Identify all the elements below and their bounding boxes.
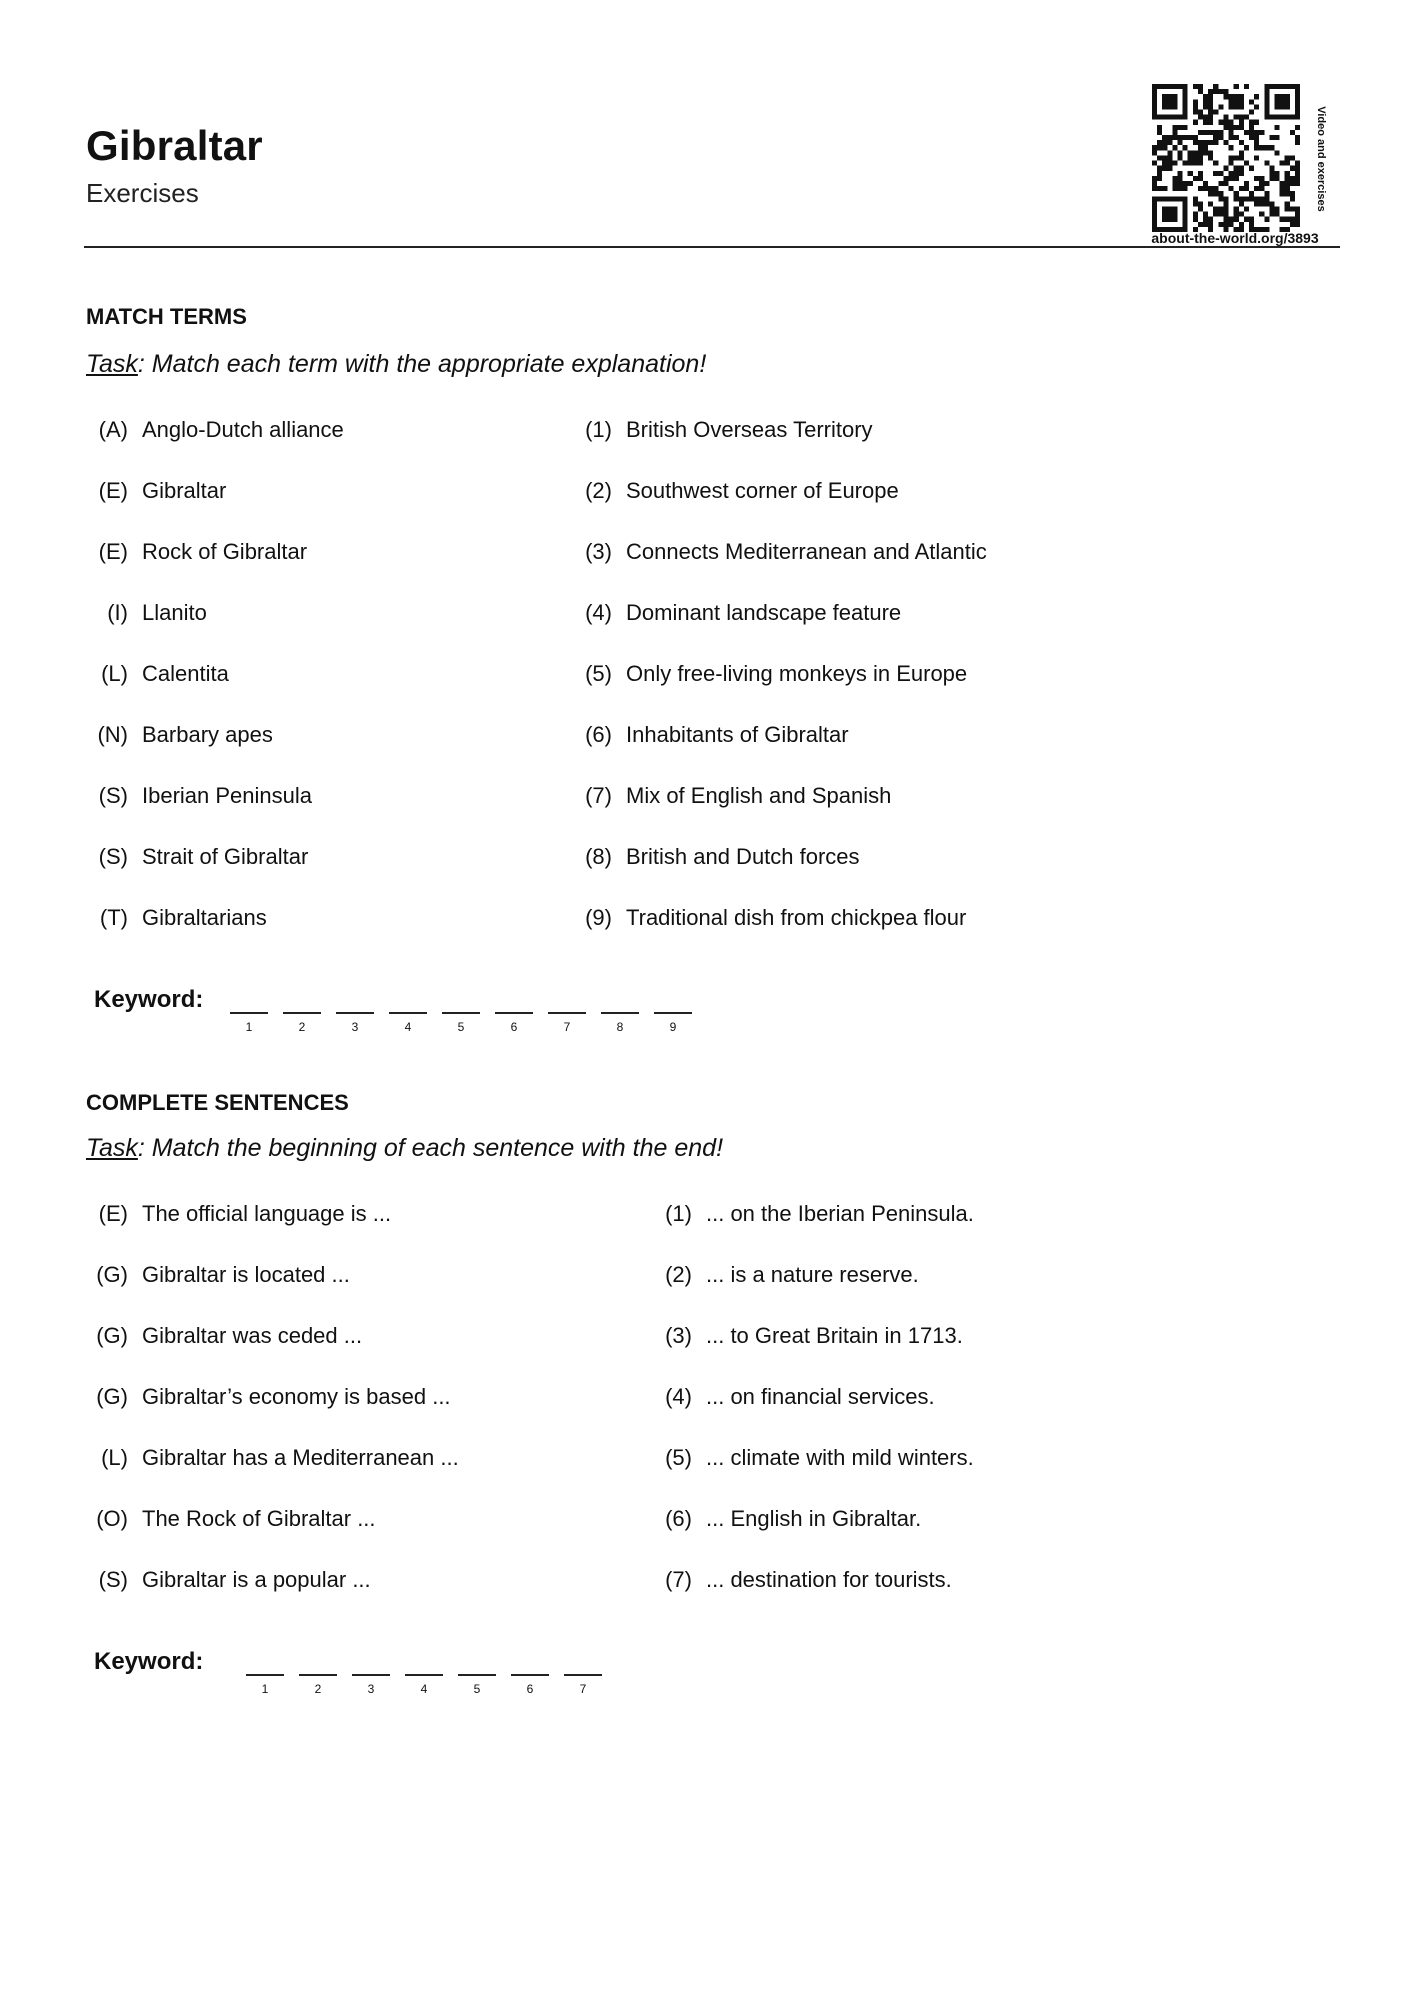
keyword-blank-line — [548, 1012, 586, 1014]
explanation-item-label: (8) — [585, 844, 612, 869]
qr-side-caption — [1312, 98, 1330, 220]
explanation-item-text: Southwest corner of Europe — [626, 478, 899, 503]
explanation-item — [570, 595, 901, 631]
header-divider — [84, 246, 1340, 248]
term-item — [86, 717, 273, 753]
keyword-label-section2: Keyword: — [94, 1648, 204, 1675]
keyword-blank[interactable] — [511, 1674, 549, 1696]
keyword-blank[interactable] — [405, 1674, 443, 1696]
sentence-beginning-item-text: Gibraltar has a Mediterranean ... — [142, 1445, 459, 1470]
sentence-ending-item-label: (4) — [665, 1384, 692, 1409]
term-item-text: Anglo-Dutch alliance — [142, 417, 344, 442]
explanation-item — [570, 778, 891, 814]
keyword-blank-line — [442, 1012, 480, 1014]
sentence-beginning-item-label: (G) — [96, 1323, 128, 1348]
term-item-text: Rock of Gibraltar — [142, 539, 308, 564]
keyword-blank-number: 4 — [404, 1020, 412, 1034]
sentence-ending-item-label: (5) — [665, 1445, 692, 1470]
explanation-item-label: (3) — [585, 539, 612, 564]
sentence-beginning-item-label: (S) — [98, 1567, 128, 1592]
keyword-blank-line — [564, 1674, 602, 1676]
keyword-blank-number: 1 — [245, 1020, 253, 1034]
sentence-beginning-item-label: (G) — [96, 1384, 128, 1409]
explanation-item — [570, 412, 873, 448]
explanation-item — [570, 717, 849, 753]
term-item — [86, 656, 229, 692]
qr-code-icon[interactable] — [1152, 84, 1300, 232]
keyword-blank-line — [405, 1674, 443, 1676]
keyword-label-section1: Keyword: — [94, 986, 204, 1013]
term-item — [86, 839, 308, 875]
keyword-blank-line — [283, 1012, 321, 1014]
sentence-beginning-item — [86, 1257, 350, 1293]
explanation-item-text: Traditional dish from chickpea flour — [626, 905, 967, 930]
explanation-item-text: Only free-living monkeys in Europe — [626, 661, 968, 686]
keyword-blank[interactable] — [246, 1674, 284, 1696]
term-item-text: Gibraltar — [142, 478, 227, 503]
sentence-beginning-item-label: (E) — [98, 1201, 128, 1226]
keyword-blank-line — [246, 1674, 284, 1676]
qr-url-link[interactable]: about-the-world.org/3893 — [1151, 230, 1319, 246]
sentence-beginning-item-label: (O) — [96, 1506, 128, 1531]
keyword-blank[interactable] — [442, 1012, 480, 1034]
explanation-item-label: (2) — [585, 478, 612, 503]
explanation-item-text: Mix of English and Spanish — [626, 783, 892, 808]
keyword-blank[interactable] — [458, 1674, 496, 1696]
sentence-ending-item — [650, 1501, 921, 1537]
sentence-ending-item-text: ... is a nature reserve. — [706, 1262, 919, 1287]
sentence-beginning-item — [86, 1562, 371, 1598]
keyword-blank-number: 2 — [314, 1682, 322, 1696]
term-item-label: (E) — [98, 478, 128, 503]
task-text: : Match each term with the appropriate explanation! — [137, 350, 707, 378]
sentence-ending-item-text: ... climate with mild winters. — [706, 1445, 974, 1470]
keyword-blank-number: 9 — [669, 1020, 677, 1034]
keyword-blank-line — [601, 1012, 639, 1014]
keyword-blank[interactable] — [654, 1012, 692, 1034]
keyword-blank[interactable] — [389, 1012, 427, 1034]
term-item-label: (A) — [98, 417, 128, 442]
explanation-item-text: British and Dutch forces — [626, 844, 860, 869]
sentence-beginning-item — [86, 1501, 376, 1537]
keyword-blank-line — [336, 1012, 374, 1014]
term-item — [86, 778, 312, 814]
explanation-item-text: Connects Mediterranean and Atlantic — [626, 539, 987, 564]
sentence-beginning-item-text: The official language is ... — [142, 1201, 392, 1226]
keyword-blank-line — [511, 1674, 549, 1676]
sentence-beginning-item-text: Gibraltar was ceded ... — [142, 1323, 363, 1348]
term-item-text: Iberian Peninsula — [142, 783, 313, 808]
term-item — [86, 595, 207, 631]
term-item-text: Calentita — [142, 661, 229, 686]
keyword-blank-line — [230, 1012, 268, 1014]
keyword-blank-number: 6 — [510, 1020, 518, 1034]
explanation-item — [570, 900, 966, 936]
keyword-blank-number: 1 — [261, 1682, 269, 1696]
sentence-ending-item — [650, 1562, 952, 1598]
keyword-blank-number: 7 — [563, 1020, 571, 1034]
term-item-label: (I) — [107, 600, 128, 625]
keyword-blanks-section1 — [230, 1012, 710, 1042]
explanation-item-text: Dominant landscape feature — [626, 600, 902, 625]
keyword-blank[interactable] — [564, 1674, 602, 1696]
keyword-blank[interactable] — [601, 1012, 639, 1034]
keyword-blank[interactable] — [548, 1012, 586, 1034]
keyword-blank-number: 4 — [420, 1682, 428, 1696]
keyword-blank-line — [299, 1674, 337, 1676]
sentence-ending-item-label: (3) — [665, 1323, 692, 1348]
explanation-item — [570, 473, 899, 509]
sentence-beginning-item-text: Gibraltar is a popular ... — [142, 1567, 371, 1592]
section-title-match-terms: MATCH TERMS — [86, 304, 247, 329]
keyword-blank-line — [352, 1674, 390, 1676]
sentence-ending-item-text: ... destination for tourists. — [706, 1567, 952, 1592]
term-item-label: (S) — [98, 783, 128, 808]
sentence-beginning-item-text: Gibraltar’s economy is based ... — [142, 1384, 451, 1409]
term-item — [86, 900, 267, 936]
keyword-blank-number: 6 — [526, 1682, 534, 1696]
term-item — [86, 473, 226, 509]
term-item-text: Strait of Gibraltar — [142, 844, 309, 869]
keyword-blank-number: 2 — [298, 1020, 306, 1034]
task-label: Task — [86, 1134, 138, 1162]
explanation-item — [570, 839, 860, 875]
term-item — [86, 412, 344, 448]
task-text: : Match the beginning of each sentence with the end! — [137, 1134, 724, 1162]
keyword-blank[interactable] — [230, 1012, 268, 1034]
keyword-blank[interactable] — [495, 1012, 533, 1034]
explanation-item-label: (7) — [585, 783, 612, 808]
sentence-ending-item-label: (6) — [665, 1506, 692, 1531]
sentence-ending-item — [650, 1257, 919, 1293]
keyword-blank-number: 5 — [473, 1682, 481, 1696]
keyword-blank-number: 8 — [616, 1020, 624, 1034]
keyword-blank-line — [389, 1012, 427, 1014]
page-subtitle: Exercises — [86, 178, 199, 208]
sentence-ending-item-text: ... on the Iberian Peninsula. — [706, 1201, 974, 1226]
explanation-item-text: British Overseas Territory — [626, 417, 873, 442]
sentence-beginning-item-text: The Rock of Gibraltar ... — [142, 1506, 376, 1531]
sentence-beginning-item — [86, 1379, 451, 1415]
keyword-blank[interactable] — [299, 1674, 337, 1696]
task-label: Task — [86, 350, 138, 378]
term-item-text: Gibraltarians — [142, 905, 267, 930]
keyword-blank[interactable] — [352, 1674, 390, 1696]
keyword-blank[interactable] — [336, 1012, 374, 1034]
sentence-ending-item-text: ... on financial services. — [706, 1384, 935, 1409]
term-item-text: Barbary apes — [142, 722, 273, 747]
keyword-blank-number: 3 — [351, 1020, 359, 1034]
explanation-item-label: (1) — [585, 417, 612, 442]
keyword-blank-number: 5 — [457, 1020, 465, 1034]
keyword-blank-line — [495, 1012, 533, 1014]
task-instruction-match-terms — [86, 350, 706, 379]
sentence-ending-item-text: ... English in Gibraltar. — [706, 1506, 922, 1531]
sentence-ending-item — [650, 1196, 974, 1232]
explanation-item-label: (9) — [585, 905, 612, 930]
explanation-item — [570, 534, 987, 570]
sentence-beginning-item-label: (G) — [96, 1262, 128, 1287]
keyword-blanks-section2 — [246, 1674, 626, 1704]
keyword-blank-number: 7 — [579, 1682, 587, 1696]
explanation-item-label: (4) — [585, 600, 612, 625]
term-item-text: Llanito — [142, 600, 207, 625]
term-item-label: (L) — [101, 661, 128, 686]
term-item — [86, 534, 307, 570]
explanation-item-text: Inhabitants of Gibraltar — [626, 722, 849, 747]
sentence-beginning-item-label: (L) — [101, 1445, 128, 1470]
task-instruction-complete-sentences — [86, 1134, 723, 1163]
keyword-blank-line — [654, 1012, 692, 1014]
sentence-ending-item-label: (7) — [665, 1567, 692, 1592]
explanation-item-label: (5) — [585, 661, 612, 686]
page-title: Gibraltar — [86, 122, 263, 169]
qr-side-text: Video and exercises — [1315, 106, 1327, 212]
section-title-complete-sentences: COMPLETE SENTENCES — [86, 1090, 349, 1115]
term-item-label: (T) — [99, 905, 128, 930]
sentence-beginning-item — [86, 1318, 362, 1354]
sentence-ending-item-label: (1) — [665, 1201, 692, 1226]
sentence-ending-item-text: ... to Great Britain in 1713. — [706, 1323, 963, 1348]
term-item-label: (N) — [97, 722, 128, 747]
sentence-ending-item-label: (2) — [665, 1262, 692, 1287]
keyword-blank-number: 3 — [367, 1682, 375, 1696]
term-item-label: (S) — [98, 844, 128, 869]
sentence-ending-item — [650, 1318, 963, 1354]
sentence-beginning-item-text: Gibraltar is located ... — [142, 1262, 350, 1287]
keyword-blank[interactable] — [283, 1012, 321, 1034]
explanation-item — [570, 656, 967, 692]
term-item-label: (E) — [98, 539, 128, 564]
sentence-beginning-item — [86, 1196, 391, 1232]
keyword-blank-line — [458, 1674, 496, 1676]
sentence-ending-item — [650, 1379, 935, 1415]
explanation-item-label: (6) — [585, 722, 612, 747]
sentence-beginning-item — [86, 1440, 459, 1476]
sentence-ending-item — [650, 1440, 974, 1476]
